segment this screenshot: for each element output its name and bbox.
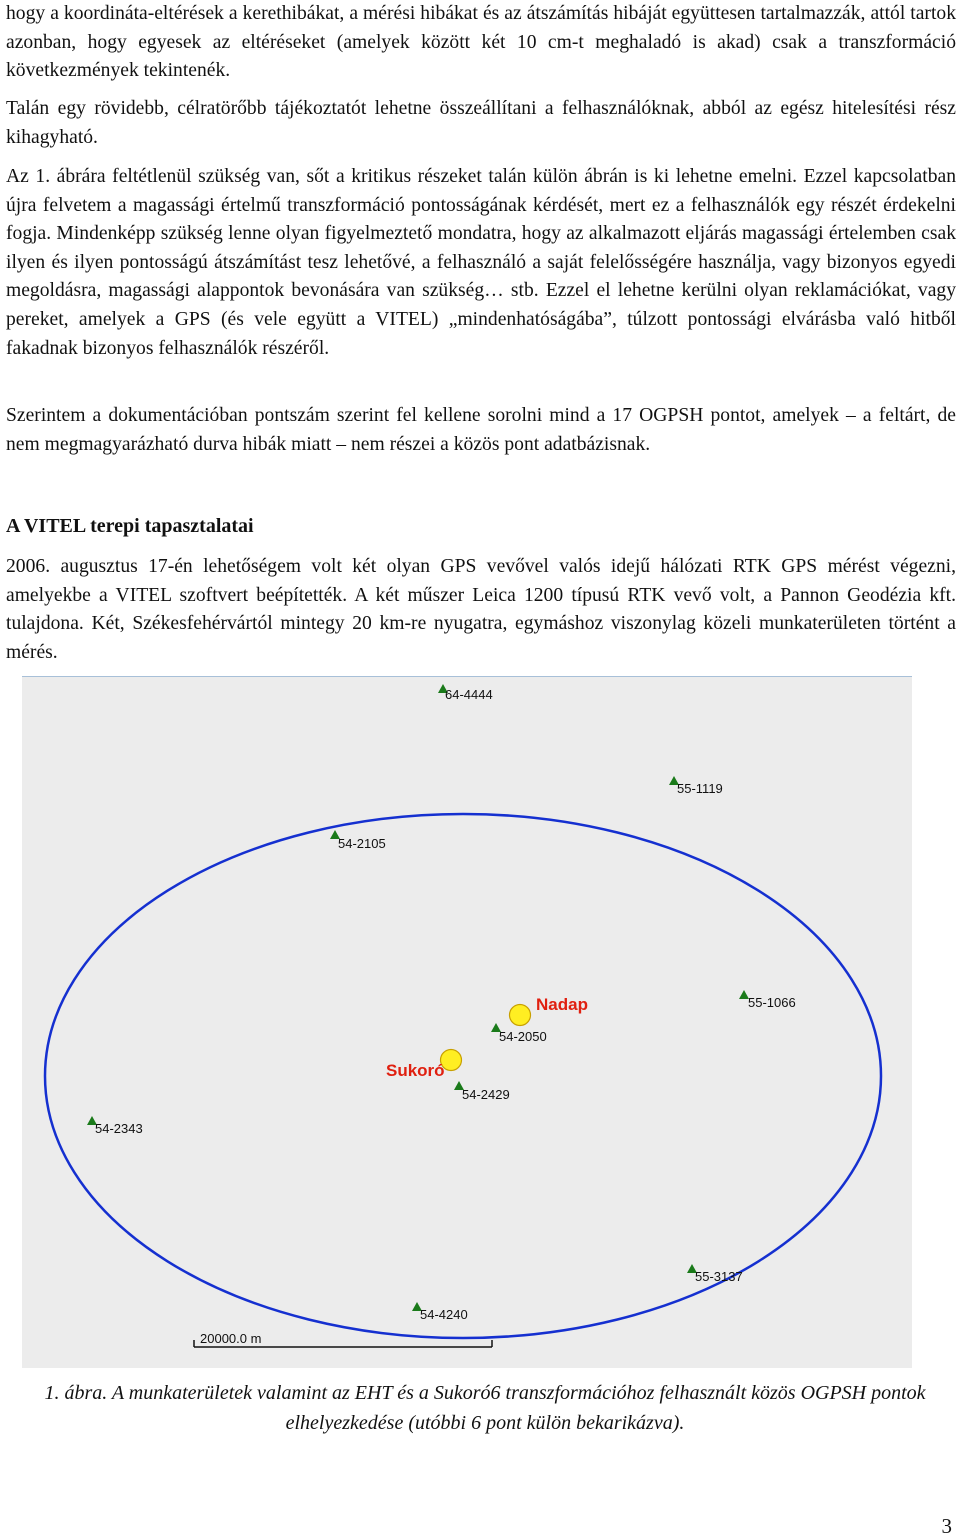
town-marker-icon (510, 1005, 531, 1026)
town-sukoro (386, 1050, 462, 1081)
point-55-1066 (739, 990, 796, 1010)
point-54-2105 (330, 830, 386, 851)
page-number: 3 (941, 1514, 952, 1538)
paragraph-field-experience: 2006. augusztus 17-én lehetőségem volt két olyan GPS vevővel valós idejű hálózati RTK GPS mérést végezni, amelyekbe a VITEL szoftvert beépítették. A két műszer Leica 1200 típusú RTK vevő volt, a Pannon Geodézia kft. tulajdona. Két, Székesfehérvártól mintegy 20 km-re nyugatra, egymáshoz viszonylag közeli munkaterületen történt a mérés. (6, 556, 956, 663)
town-label: Nadap (536, 995, 588, 1014)
town-nadap (510, 995, 588, 1026)
caption-lead: 1. ábra. (44, 1382, 108, 1404)
point-55-3137 (687, 1264, 743, 1284)
point-54-2050 (491, 1023, 547, 1044)
point-label: 54-2429 (462, 1087, 510, 1102)
point-64-4444 (438, 684, 493, 702)
paragraph-shorter-guide: Talán egy rövidebb, célratörőbb tájékoztatót lehetne összeállítani a felhasználóknak, abból az egész hitelesítési rész kihagyható. (6, 98, 956, 148)
point-54-4240 (412, 1302, 468, 1322)
point-label: 54-2105 (338, 836, 386, 851)
town-label: Sukoró (386, 1061, 445, 1080)
caption-text: A munkaterületek valamint az EHT és a Sukoró6 transzformációhoz felhasznált közös OGPSH pontok elhelyezkedése (utóbbi 6 pont külön bekarikázva). (111, 1382, 926, 1434)
paragraph-ogpsh-list: Szerintem a dokumentációban pontszám szerint fel kellene sorolni mind a 17 OGPSH pontot, amelyek – a feltárt, de nem megmagyarázható durva hibák miatt – nem részei a közös pont adatbázisnak. (6, 405, 956, 455)
point-label: 55-1119 (677, 781, 723, 796)
paragraph-coordinate-errors: hogy a koordináta-eltérések a kerethibákat, a mérési hibákat és az átszámítás hibáját együttesen tartalmazzák, attól tartok azonban, hogy egyesek az eltéréseket (amelyek között két 10 cm-t meghaladó is akad) csak a transzformáció következmények tekintenék. (6, 3, 956, 82)
point-54-2343 (87, 1116, 143, 1136)
point-label: 54-4240 (420, 1307, 468, 1322)
paragraph-figure-need: Az 1. ábrára feltétlenül szükség van, sőt a kritikus részeket talán külön ábrán is ki lehetne emelni. Ezzel kapcsolatban újra felvetem a magassági értelmű transzformáció pontosságának kérdését, mert ez a felhasználók egy részét érdekelni fogja. Mindenképp szükség lenne olyan figyelmeztető mondatra, hogy az alkalmazott eljárás magassági értelemben csak ilyen és ilyen pontosságú átszámítást tesz lehetővé, a felhasználó a saját felelősségére használja, vagy bizonyos egyedi megoldásra, magassági alappontok bevonására van szükség… stb. Ezzel el lehetne kerülni olyan reklamációkat, vagy pereket, amelyek a GPS (és vele együtt a VITEL) „mindenhatóságába”, túlzott pontossági elvárásba való hitből fakadnak bizonyos felhasználók részéről. (6, 166, 956, 359)
point-label: 55-3137 (695, 1269, 743, 1284)
map-figure (22, 676, 912, 1368)
figure-caption (20, 1378, 950, 1438)
work-area-ellipse (45, 814, 881, 1338)
scale-label: 20000.0 m (200, 1331, 262, 1346)
point-label: 55-1066 (748, 995, 796, 1010)
point-label: 54-2343 (95, 1121, 143, 1136)
point-54-2429 (454, 1081, 510, 1102)
map-svg (22, 676, 912, 1368)
point-label: 54-2050 (499, 1029, 547, 1044)
point-55-1119 (669, 776, 723, 796)
section-heading: A VITEL terepi tapasztalatai (6, 515, 254, 537)
point-label: 64-4444 (445, 687, 493, 702)
